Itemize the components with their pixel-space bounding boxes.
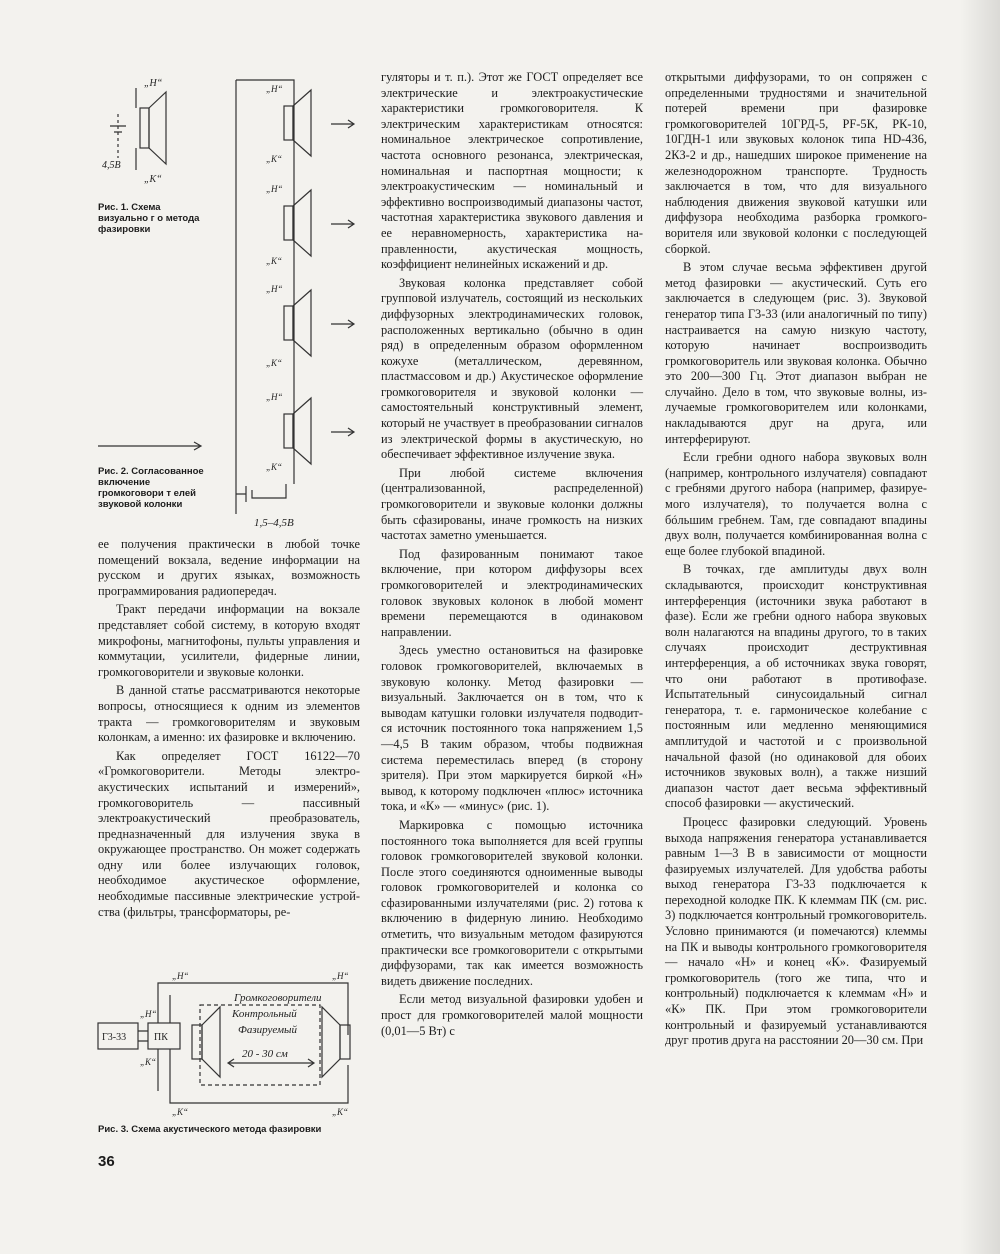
fig2-label-k-1: „К“ bbox=[266, 154, 282, 164]
col3-paragraph-3: Если гребни одного набора звуковых волн (например, контрольного излучателя) совпадают с гребнями другого набора (например, фазируемого излучателя), то получается волна с бóльшим гребнем. Там, где совпадают впадины двух волн, получается комбинированная волна с еще более глубокой впадиной. bbox=[665, 450, 927, 558]
col3-paragraph-4: В точках, где амплитуды двух волн складываются, происходит конструктивная интерференция (источники звука работают в фазе). Если же гребни одного набора звуковых волн налагаются на впадины другого, то в таких случаях происходит деструктивная интерференция, а об источниках звука говорят, что они работают в противофазе. Испытательный синусоидальный сигнал генератора, т. е. гармоническое колебание с постоянным или медленно меняющимися амплитудой и частотой и с произвольной начальной фазой (но одинаковой для обоих источников звуковых волн), а также низший диапазон частот дает весьма эффективный способ фазировки — акустический. bbox=[665, 562, 927, 811]
col3-paragraph-5: Процесс фазировки следующий. Уровень выхода напряжения генератора устанавливается равным 1—3 В в зависимости от мощности фазируемых излучателей. Для удобства работы выход генератора Г3-33 подключается к переходной колодке ПК. К клеммам ПК (см. рис. 3) подключается контрольный громкоговоритель. Условно принимаются (и помечаются) клеммы на ПК и выводы контрольного громкоговорителя — начало «Н» и конец «К». Фазируемый громкоговоритель (того же типа, что и контрольный) подключается к клеммам «Н» и «К» ПК. При этом громкоговорители контрольный и фазируемый устанавливаются друг против друга на расстоянии 20—30 см. При bbox=[665, 814, 927, 1048]
fig3-pk-label: ПК bbox=[154, 1032, 168, 1043]
fig3-distance: 20 - 30 см bbox=[242, 1048, 288, 1060]
col2-paragraph-6: Маркировка с помощью источника постоянного тока выполняется для всей группы головок громкоговорителей звуковой колонки. После этого соединяются одноименные выводы головок громкоговорителей и колонка со сфазированными излучателями (рис. 2) готова к включению в фидерную линию. Необходимо отметить, что визуальным методом фазируются практически все громкоговорители с открытыми диффузорами, так как имеется возможность видеть движение последних. bbox=[381, 817, 643, 988]
fig2-speaker-4 bbox=[284, 398, 311, 464]
fig2-label-h-2: „Н“ bbox=[266, 184, 283, 194]
col2-paragraph-1: гуляторы и т. п.). Этот же ГОСТ определяет все электрические и электроакустические характеристики громкоговорителя. К электрическим характеристикам относятся: номинальное электрическое сопротивление, частота основного резонанса, электрическая, номинальная и паспортная мощности; к электроакустическим — номинальный и эффективно воспроизводимый диапазоны частот, частотная характеристика звукового давления и ее неравномерность, характеристика направленности, акустическая мощность, коэффициент нелинейных искажений и др. bbox=[381, 70, 643, 272]
col2-paragraph-5: Здесь уместно остановиться на фазировке головок громкоговорителей, включаемых в звуковую колонку. Метод фазировки — визуальный. Заключается он в том, что к выводам катушки головки излучателя подводится источник постоянного тока напряжением 1,5—4,5 В таким образом, чтобы подвижная система переместилась вперед (в сторону зрителя). При этом маркируется биркой «Н» вывод, к которому подключен «плюс» источника тока, и «К» — «минус» (рис. 1). bbox=[381, 643, 643, 814]
fig3-speaker-right bbox=[322, 1007, 350, 1077]
page-edge-shadow bbox=[960, 0, 1000, 1254]
fig3-speaker-left bbox=[192, 1007, 220, 1077]
col3-paragraph-1: открытыми диффузорами, то он сопряжен с определенными трудностями и значительной потерей времени при фазировке громкоговорителей 10ГРД-5, РF-5К, РК-10, 10ГДН-1 или звуковых колонок типа НD-436, 2КЗ-2 и др., нашедших широкое применение на железнодорожном транспорте. Трудность заключается в том, что для визуального наблюдения движения звуковой катушки или диффузора необходима разборка громкоговорителя или звуковой колонки с последующей сборкой. bbox=[665, 70, 927, 256]
fig2-label-h-1: „Н“ bbox=[266, 84, 283, 94]
figure-3-diagram bbox=[96, 965, 364, 1117]
fig3-label-k-bottom: „К“ bbox=[172, 1107, 188, 1117]
text-column-2 bbox=[381, 70, 643, 1042]
figure-1-caption: Рис. 1. Схема визуально г о метода фазировки bbox=[98, 202, 200, 235]
fig3-label-k-pk: „К“ bbox=[140, 1057, 156, 1067]
fig1-label-h: „Н“ bbox=[144, 78, 163, 89]
col2-paragraph-2: Звуковая колонка представляет собой групповой излучатель, состоящий из нескольких диффузорных электродинамических головок, расположенных вертикально (обычно в один ряд) в определенным образом оформленном кожухе (металлическом, деревянном, пластмассовом и др.) Акустическое оформление громкоговорителя и звуковой колонки — самостоятельный конструктивный элемент, который не участвует в преобразовании сигналов из электрической формы в акустическую, но обеспечивает эффективное излучение звука. bbox=[381, 275, 643, 462]
fig3-label-h-pk: „Н“ bbox=[140, 1009, 157, 1019]
figure-2-caption: Рис. 2. Согласованное включение громкоговори т елей звуковой колонки bbox=[98, 466, 204, 510]
fig2-speaker-1 bbox=[284, 90, 311, 156]
text-column-3 bbox=[665, 70, 927, 1052]
fig2-voltage: 1,5–4,5В bbox=[254, 517, 294, 529]
fig3-title-line1: Громкоговорители bbox=[234, 992, 322, 1004]
fig2-speaker-2 bbox=[284, 190, 311, 256]
fig1-label-k: „К“ bbox=[144, 174, 162, 185]
figure-2-svg bbox=[96, 74, 361, 534]
fig2-label-h-4: „Н“ bbox=[266, 392, 283, 402]
fig2-speaker-3 bbox=[284, 290, 311, 356]
fig3-generator-label: Г3-33 bbox=[102, 1032, 127, 1043]
fig3-label-h-right: „Н“ bbox=[332, 971, 349, 981]
fig3-title-line2: Контрольный bbox=[232, 1008, 297, 1020]
fig2-label-k-3: „К“ bbox=[266, 358, 282, 368]
fig2-label-h-3: „Н“ bbox=[266, 284, 283, 294]
col2-paragraph-4: Под фазированным понимают такое включение, при котором диффузоры всех громкоговорителей и электродинамических головок звуковых колонок в любой момент времени перемещаются в одинаковом направлении. bbox=[381, 546, 643, 639]
fig2-label-k-4: „К“ bbox=[266, 462, 282, 472]
page-number: 36 bbox=[98, 1153, 115, 1170]
figure-3-svg bbox=[96, 965, 364, 1117]
fig1-voltage: 4,5В bbox=[102, 160, 121, 171]
col2-paragraph-7: Если метод визуальной фазировки удобен и прост для громкоговорителей малой мощности (0,01—5 Вт) с bbox=[381, 992, 643, 1038]
fig3-label-h-top: „Н“ bbox=[172, 971, 189, 981]
col3-paragraph-2: В этом случае весьма эффективен другой метод фазировки — акустический. Суть его заключается в следующем (рис. 3). Звуковой генератор типа Г3-33 (или аналогичный по типу) настраивается на самую низкую частоту, которую начинает воспроизводить громкоговоритель или звуковая колонка. Обычно это 200—300 Гц. Этот диапазон выбран не случайно. Дело в том, что звуковые волны, излучаемые громкоговорителем или колонками, накладываются друг на друга, или интерферируют. bbox=[665, 260, 927, 446]
text-column-1 bbox=[98, 537, 360, 923]
fig3-label-k-right: „К“ bbox=[332, 1107, 348, 1117]
figure-2-diagram bbox=[96, 74, 361, 534]
figure-3-caption: Рис. 3. Схема акустического метода фазировки bbox=[98, 1124, 322, 1135]
col1-paragraph-4: Как определяет ГОСТ 16122—70 «Громкоговорители. Методы электроакустических испытаний и измерений», громкоговоритель — пассивный электроакустический преобразователь, предназначенный для излучения звука в окружающее пространство. Он может содержать одну или более излучающих головок, необходимое акустическое оформление, необходимые пассивные электрические устройства (фильтры, трансформаторы, ре- bbox=[98, 748, 360, 919]
col1-paragraph-1: ее получения практически в любой точке помещений вокзала, ведение информации на русском и других языках, возможность программирования радиопередач. bbox=[98, 537, 360, 598]
fig3-title-line3: Фазируемый bbox=[238, 1024, 297, 1036]
col2-paragraph-3: При любой системе включения (централизованной, распределенной) громкоговорители и звуковые колонки должны быть сфазированы, иначе громкость на низких частотах заметно уменьшается. bbox=[381, 465, 643, 543]
col1-paragraph-3: В данной статье рассматриваются некоторые вопросы, относящиеся к одним из элементов тракта — громкоговорителям и звуковым колонкам, а именно: их фазировке и включению. bbox=[98, 683, 360, 745]
col1-paragraph-2: Тракт передачи информации на вокзале представляет собой систему, в которую входят микрофоны, магнитофоны, пульты управления и коммутации, усилители, фидерные линии, громкоговорители и звуковые колонки. bbox=[98, 602, 360, 679]
fig2-label-k-2: „К“ bbox=[266, 256, 282, 266]
